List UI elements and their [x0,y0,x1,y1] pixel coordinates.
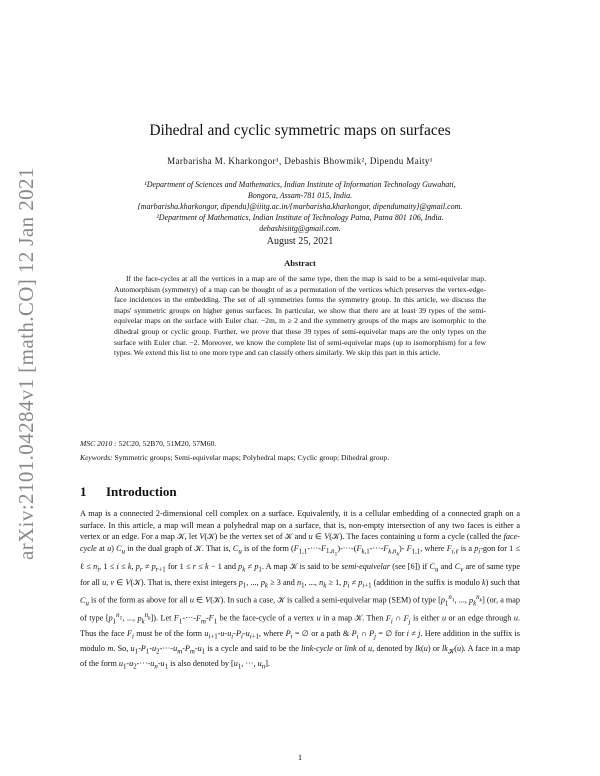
affiliation-emails: {marbarisha.kharkongor, dipendu}@iiitg.ac.in/{marbarisha.kharkongor, dipendumaity}@gmail.com. [137,202,463,211]
arxiv-identifier: arXiv:2101.04284v1 [math.CO] 12 Jan 2021 [14,167,38,560]
page-number: 1 [297,752,303,762]
affiliation-email-2: debashisiitg@gmail.com. [259,224,341,233]
section-heading [80,484,520,500]
keywords-label: Keywords: [80,453,113,462]
abstract-heading: Abstract [284,258,316,268]
section-title: Introduction [106,484,177,499]
author-list: Marbarisha M. Kharkongor¹, Debashis Bhowmik², Dipendu Maity¹ [167,156,433,166]
paper-title: Dihedral and cyclic symmetric maps on surfaces [149,122,451,139]
affiliation-line-3: ²Department of Mathematics, Indian Institute of Technology Patna, Patna 801 106, India. [156,213,444,222]
abstract-text: If the face-cycles at all the vertices in a map are of the same type, then the map is said to be a semi-equivelar map. Automorphism (symmetry) of a map can be thought of as a permutation of the vertices which preserves the vertex-edge-face incidences in the embedding. The set of all symmetries forms the symmetry group. In this article, we discuss the maps' symmetric groups on higher genus surfaces. In particular, we show that there are at least 39 types of the semi-equivelar maps on the surface with Euler char. −2m, m ≥ 2 and the symmetry groups of the maps are isomorphic to the dihedral group or cyclic group. Further, we prove that these 39 types of semi-equivelar maps are the only types on the surface with Euler char. −2. Moreover, we know the complete list of semi-equivelar maps (up to isomorphism) for a few types. We extend this list to one more type and can classify others similarly. We skip this part in this article. [114,274,486,358]
msc-label: MSC 2010 : [80,439,117,448]
section-number: 1 [80,484,87,499]
introduction-paragraph: A map is a connected 2-dimensional cell complex on a surface. Equivalently, it is a cellular embedding of a connected graph on a surface. In this article, a map will mean a polyhedral map on a surface, that is, non-empty intersection of any two faces is either a vertex or an edge. For a map 𝒦, let V(𝒦) be the vertex set of 𝒦 and u ∈ V(𝒦). The faces containing u form a cycle (called the face-cycle at u) $C_u$ in the dual graph of 𝒦. That is, $C_u$ is of the form $(F_{1,1}-\cdot\cdot\cdot-F_{1,n_1})-\cdot\cdot\cdot-(F_{k,1}-\cdot\cdot\cdot-F_{k,n_k})-$ $F_{1,1}$, where $F_{i,\ell}$ is a $p_i$-gon for 1 ≤ ℓ ≤ $n_i$, 1 ≤ i ≤ k, $p_r \ne p_{r+1}$ for 1 ≤ r ≤ k − 1 and $p_k \ne p_1$. A map 𝒦 is said to be semi-equivelar (see [6]) if $C_u$ and $C_v$ are of same type for all u, v ∈ V(𝒦). That is, there exist integers $p_1$, ..., $p_k \ge 3$ and $n_1$, ..., $n_k \ge 1$, $p_i \ne p_{i+1}$ (addition in the suffix is modulo k) such that $C_u$ is of the form as above for all u ∈ V(𝒦). In such a case, 𝒦 is called a semi-equivelar map (SEM) of type [$p_1^{n_1}$, ..., $p_k^{n_k}$] (or, a map of type [$p_1^{n_1}$, ..., $p_k^{n_k}$]). Let $F_1-\cdot\cdot\cdot-F_m-F_1$ be the face-cycle of a vertex u in a map 𝒦. Then $F_i$ ∩ $F_j$ is either u or an edge through u. Thus the face $F_i$ must be of the form $u_{i+1}-u-u_i-P_i-u_{i+1}$, where $P_i$ = ∅ or a path & $P_i$ ∩ $P_j$ = ∅ for i ≠ j. Here addition in the suffix is modulo m. So, $u_1-P_1-u_2-\cdot\cdot\cdot-u_m-P_m-u_1$ is a cycle and said to be the link-cycle or link of u, denoted by lk(u) or $lk_𝒦(u)$. A face in a map of the form $u_1-u_2-\cdot\cdot\cdot-u_n-u_1$ is also denoted by [$u_1$, ···, $u_n$]. [80,509,521,671]
keywords-list: Symmetric groups; Semi-equivelar maps; Polyhedral maps; Cyclic group; Dihedral group. [114,453,390,462]
affiliation-line-2: Bongora, Assam-781 015, India. [247,191,353,200]
msc-codes: 52C20, 52B70, 51M20, 57M60. [118,439,217,448]
keywords [80,453,520,462]
msc-classification [80,439,520,448]
paper-date: August 25, 2021 [266,236,334,247]
affiliation-line-1: ¹Department of Sciences and Mathematics, Indian Institute of Information Technology Guwahati, [144,180,456,189]
